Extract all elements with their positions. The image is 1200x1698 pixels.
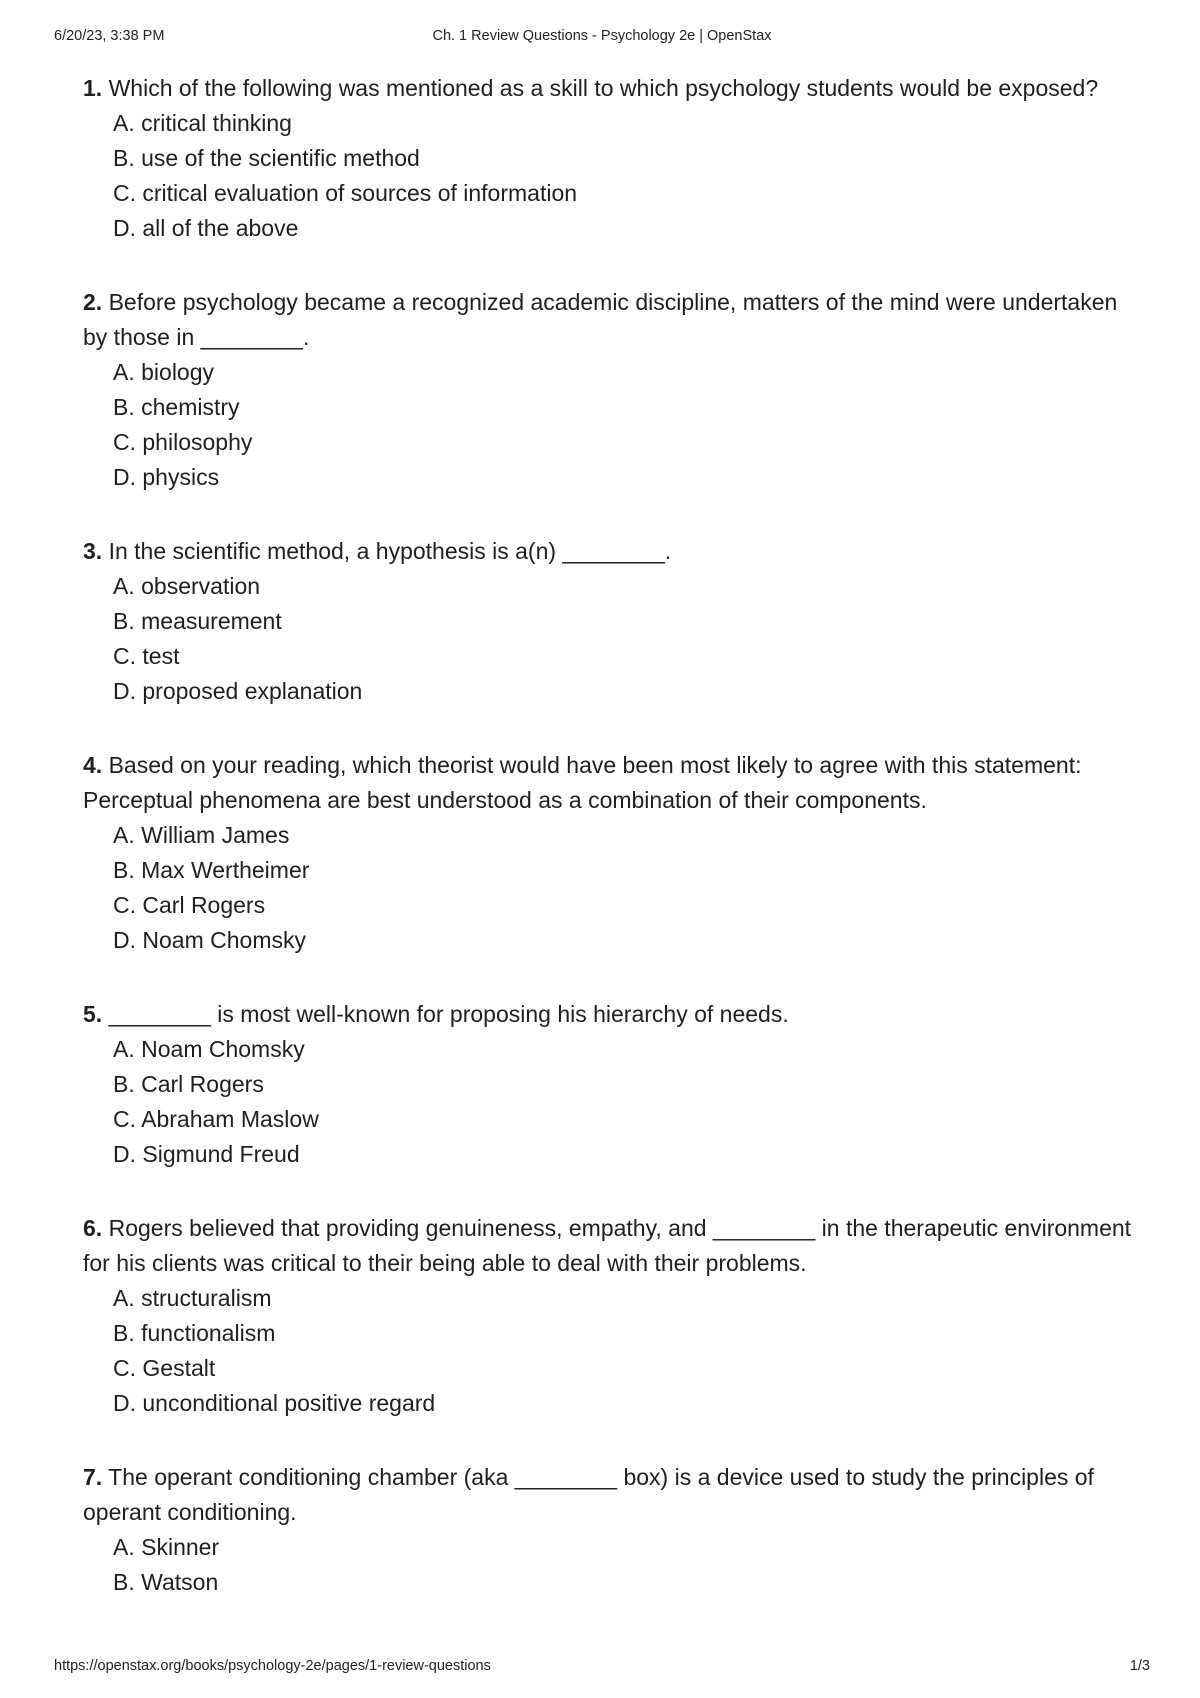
question-number: 7.: [83, 1464, 103, 1490]
question-text: In the scientific method, a hypothesis is a(n) ________.: [108, 538, 672, 564]
question-number: 2.: [83, 289, 103, 315]
option-a: A. structuralism: [113, 1285, 272, 1311]
question-stem: [83, 1460, 1143, 1530]
option-d: D. Noam Chomsky: [113, 927, 306, 953]
option-b: B. use of the scientific method: [113, 145, 420, 171]
option-b: B. measurement: [113, 608, 282, 634]
option-d: D. all of the above: [113, 215, 299, 241]
question-text: The operant conditioning chamber (aka ________ box) is a device used to study the principles of operant conditioning.: [83, 1464, 1094, 1525]
question-6: [83, 1211, 1143, 1421]
question-number: 1.: [83, 75, 103, 101]
question-stem: [83, 71, 1143, 106]
option-b: B. Watson: [113, 1569, 219, 1595]
option-b: B. Carl Rogers: [113, 1071, 264, 1097]
option-a: A. William James: [113, 822, 290, 848]
option-list: [83, 569, 1143, 709]
option-c: C. critical evaluation of sources of information: [113, 180, 578, 206]
option-c: C. test: [113, 643, 180, 669]
option-d: D. Sigmund Freud: [113, 1141, 300, 1167]
option-c: C. Gestalt: [113, 1355, 216, 1381]
question-2: [83, 285, 1143, 495]
question-stem: [83, 997, 1143, 1032]
option-list: [83, 106, 1143, 246]
question-1: [83, 71, 1143, 246]
option-b: B. Max Wertheimer: [113, 857, 310, 883]
question-text: Rogers believed that providing genuineness, empathy, and ________ in the therapeutic environment for his clients was critical to their being able to deal with their problems.: [83, 1215, 1132, 1276]
option-d: D. proposed explanation: [113, 678, 363, 704]
option-d: D. unconditional positive regard: [113, 1390, 436, 1416]
page-url: https://openstax.org/books/psychology-2e/pages/1-review-questions: [54, 1658, 491, 1674]
option-a: A. biology: [113, 359, 215, 385]
questions-list: [83, 71, 1143, 1639]
question-text: Before psychology became a recognized academic discipline, matters of the mind were undertaken by those in ________.: [83, 289, 1118, 350]
question-number: 3.: [83, 538, 103, 564]
page-header: [54, 28, 1150, 48]
question-text: Based on your reading, which theorist would have been most likely to agree with this statement: Perceptual phenomena are best understood as a combination of their components.: [83, 752, 1082, 813]
page-footer: [54, 1658, 1150, 1678]
question-stem: [83, 285, 1143, 355]
option-b: B. functionalism: [113, 1320, 276, 1346]
option-a: A. observation: [113, 573, 261, 599]
option-list: [83, 355, 1143, 495]
option-list: [83, 1530, 1143, 1600]
print-datetime: 6/20/23, 3:38 PM: [54, 28, 165, 44]
option-a: A. critical thinking: [113, 110, 292, 136]
option-a: A. Skinner: [113, 1534, 220, 1560]
question-number: 5.: [83, 1001, 103, 1027]
question-number: 6.: [83, 1215, 103, 1241]
option-b: B. chemistry: [113, 394, 240, 420]
option-d: D. physics: [113, 464, 220, 490]
option-list: [83, 1032, 1143, 1172]
question-4: [83, 748, 1143, 958]
question-stem: [83, 748, 1143, 818]
question-5: [83, 997, 1143, 1172]
question-stem: [83, 534, 1143, 569]
option-c: C. Abraham Maslow: [113, 1106, 319, 1132]
question-3: [83, 534, 1143, 709]
option-c: C. philosophy: [113, 429, 253, 455]
question-text: ________ is most well-known for proposing his hierarchy of needs.: [108, 1001, 789, 1027]
option-a: A. Noam Chomsky: [113, 1036, 305, 1062]
question-stem: [83, 1211, 1143, 1281]
question-text: Which of the following was mentioned as a skill to which psychology students would be exposed?: [108, 75, 1099, 101]
page-number: 1/3: [1129, 1658, 1150, 1674]
option-list: [83, 1281, 1143, 1421]
option-list: [83, 818, 1143, 958]
question-7: [83, 1460, 1143, 1600]
option-c: C. Carl Rogers: [113, 892, 266, 918]
page-title: Ch. 1 Review Questions - Psychology 2e | OpenStax: [432, 28, 772, 44]
question-number: 4.: [83, 752, 103, 778]
